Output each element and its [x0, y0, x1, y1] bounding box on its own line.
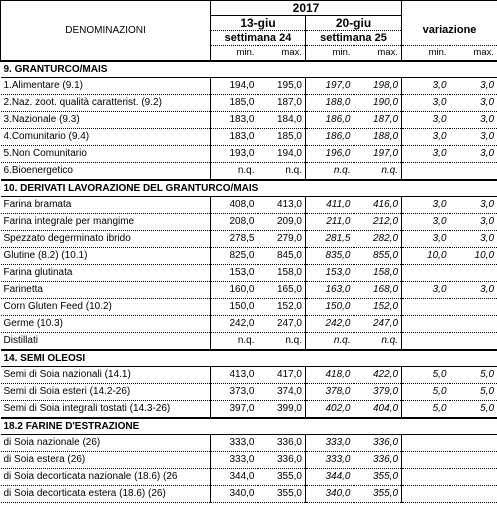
- var-min-cell: 3,0: [402, 95, 450, 112]
- prev-min-cell: 413,0: [211, 367, 258, 384]
- table-row: [1, 401, 497, 419]
- curr-min-cell: 153,0: [306, 265, 354, 282]
- curr-min-cell: 333,0: [306, 452, 354, 469]
- prev-min-cell: 183,0: [211, 129, 258, 146]
- curr-max-cell: 336,0: [354, 435, 402, 452]
- var-max-cell: 10,0: [450, 248, 497, 265]
- curr-max-cell: 379,0: [354, 384, 402, 401]
- prev-min-cell: 397,0: [211, 401, 258, 419]
- var-max-cell: [450, 265, 497, 282]
- prev-max-cell: 152,0: [258, 299, 306, 316]
- curr-min-cell: n.q.: [306, 163, 354, 181]
- prev-max-cell: 279,0: [258, 231, 306, 248]
- prev-min-cell: 193,0: [211, 146, 258, 163]
- var-max-cell: 5,0: [450, 401, 497, 419]
- row-name: Corn Gluten Feed (10.2): [1, 299, 211, 316]
- var-min-cell: 3,0: [402, 129, 450, 146]
- prev-min-cell: 344,0: [211, 469, 258, 486]
- week2-header: settimana 25: [306, 31, 402, 46]
- curr-min-cell: 411,0: [306, 197, 354, 214]
- prev-max-cell: 336,0: [258, 435, 306, 452]
- curr-min-cell: 333,0: [306, 435, 354, 452]
- var-max-cell: 3,0: [450, 231, 497, 248]
- section-header: [1, 180, 497, 197]
- curr-max-cell: 416,0: [354, 197, 402, 214]
- prev-max-cell: 355,0: [258, 486, 306, 503]
- prev-min-cell: 160,0: [211, 282, 258, 299]
- prev-max-cell: 399,0: [258, 401, 306, 419]
- prev-max-cell: 158,0: [258, 265, 306, 282]
- var-max-cell: 3,0: [450, 282, 497, 299]
- section-title: 18.2 FARINE D'ESTRAZIONE: [1, 418, 497, 435]
- curr-max-cell: 355,0: [354, 486, 402, 503]
- curr-max-cell: 168,0: [354, 282, 402, 299]
- prev-min-cell: n.q.: [211, 163, 258, 181]
- curr-max-cell: 188,0: [354, 129, 402, 146]
- min-header: min.: [211, 46, 258, 62]
- row-name: Farina integrale per mangime: [1, 214, 211, 231]
- row-name: di Soia decorticata nazionale (18.6) (26: [1, 469, 211, 486]
- var-max-cell: [450, 316, 497, 333]
- section-header: [1, 350, 497, 367]
- min-header: min.: [402, 46, 450, 62]
- curr-max-cell: 422,0: [354, 367, 402, 384]
- var-max-cell: 5,0: [450, 367, 497, 384]
- table-row: [1, 78, 497, 95]
- row-name: 6.Bioenergetico: [1, 163, 211, 181]
- prev-max-cell: 185,0: [258, 129, 306, 146]
- var-min-cell: 5,0: [402, 384, 450, 401]
- row-name: di Soia decorticata estera (18.6) (26): [1, 486, 211, 503]
- row-name: Semi di Soia esteri (14.2-26): [1, 384, 211, 401]
- variazione-header: variazione: [402, 16, 497, 46]
- var-min-cell: 3,0: [402, 197, 450, 214]
- var-max-cell: [450, 299, 497, 316]
- table-row: [1, 282, 497, 299]
- row-name: di Soia nazionale (26): [1, 435, 211, 452]
- row-name: Farina glutinata: [1, 265, 211, 282]
- prev-max-cell: 209,0: [258, 214, 306, 231]
- row-name: Semi di Soia integrali tostati (14.3-26): [1, 401, 211, 419]
- row-name: Semi di Soia nazionali (14.1): [1, 367, 211, 384]
- prev-max-cell: 184,0: [258, 112, 306, 129]
- prev-min-cell: 183,0: [211, 112, 258, 129]
- row-name: di Soia estera (26): [1, 452, 211, 469]
- row-name: 4.Comunitario (9.4): [1, 129, 211, 146]
- curr-max-cell: 158,0: [354, 265, 402, 282]
- var-min-cell: [402, 265, 450, 282]
- curr-max-cell: 282,0: [354, 231, 402, 248]
- var-max-cell: [450, 486, 497, 503]
- curr-max-cell: 212,0: [354, 214, 402, 231]
- var-max-cell: [450, 435, 497, 452]
- prev-min-cell: 333,0: [211, 452, 258, 469]
- var-min-cell: [402, 486, 450, 503]
- prev-min-cell: 373,0: [211, 384, 258, 401]
- var-max-cell: 3,0: [450, 78, 497, 95]
- date1-header: 13-giu: [211, 16, 306, 31]
- table-row: [1, 435, 497, 452]
- curr-max-cell: 336,0: [354, 452, 402, 469]
- row-name: Farinetta: [1, 282, 211, 299]
- prev-min-cell: 340,0: [211, 486, 258, 503]
- var-min-cell: [402, 333, 450, 351]
- table-body: [1, 61, 497, 503]
- table-row: [1, 231, 497, 248]
- table-row: [1, 146, 497, 163]
- curr-max-cell: 187,0: [354, 112, 402, 129]
- curr-min-cell: 197,0: [306, 78, 354, 95]
- prev-min-cell: 150,0: [211, 299, 258, 316]
- var-max-cell: 3,0: [450, 112, 497, 129]
- table-row: [1, 452, 497, 469]
- section-title: 14. SEMI OLEOSI: [1, 350, 497, 367]
- curr-max-cell: 190,0: [354, 95, 402, 112]
- prev-min-cell: n.q.: [211, 333, 258, 351]
- row-name: Farina bramata: [1, 197, 211, 214]
- row-name: Glutine (8.2) (10.1): [1, 248, 211, 265]
- prev-max-cell: 355,0: [258, 469, 306, 486]
- row-name: Germe (10.3): [1, 316, 211, 333]
- var-min-cell: [402, 452, 450, 469]
- min-header: min.: [306, 46, 354, 62]
- var-min-cell: 3,0: [402, 282, 450, 299]
- var-max-cell: 3,0: [450, 95, 497, 112]
- prev-min-cell: 153,0: [211, 265, 258, 282]
- curr-min-cell: 211,0: [306, 214, 354, 231]
- prev-max-cell: 195,0: [258, 78, 306, 95]
- prev-max-cell: 336,0: [258, 452, 306, 469]
- section-header: [1, 418, 497, 435]
- denominazioni-header: DENOMINAZIONI: [1, 1, 211, 62]
- table-row: [1, 197, 497, 214]
- var-max-cell: 5,0: [450, 384, 497, 401]
- prev-max-cell: n.q.: [258, 163, 306, 181]
- curr-min-cell: 418,0: [306, 367, 354, 384]
- prev-min-cell: 278,5: [211, 231, 258, 248]
- table-row: [1, 299, 497, 316]
- var-max-cell: [450, 163, 497, 181]
- prev-max-cell: 187,0: [258, 95, 306, 112]
- curr-min-cell: 196,0: [306, 146, 354, 163]
- table-row: [1, 316, 497, 333]
- table-row: [1, 163, 497, 181]
- curr-max-cell: n.q.: [354, 333, 402, 351]
- var-min-cell: 10,0: [402, 248, 450, 265]
- prev-max-cell: 165,0: [258, 282, 306, 299]
- var-max-cell: [450, 469, 497, 486]
- var-min-cell: [402, 469, 450, 486]
- max-header: max.: [354, 46, 402, 62]
- table-row: [1, 486, 497, 503]
- table-row: [1, 333, 497, 351]
- curr-min-cell: 835,0: [306, 248, 354, 265]
- row-name: Distillati: [1, 333, 211, 351]
- var-max-cell: 3,0: [450, 146, 497, 163]
- var-min-cell: 3,0: [402, 78, 450, 95]
- curr-min-cell: 344,0: [306, 469, 354, 486]
- var-max-cell: 3,0: [450, 197, 497, 214]
- table-row: [1, 469, 497, 486]
- prev-min-cell: 208,0: [211, 214, 258, 231]
- row-name: 5.Non Comunitario: [1, 146, 211, 163]
- prev-max-cell: 845,0: [258, 248, 306, 265]
- prev-max-cell: 194,0: [258, 146, 306, 163]
- curr-min-cell: 186,0: [306, 112, 354, 129]
- prev-min-cell: 825,0: [211, 248, 258, 265]
- var-min-cell: 3,0: [402, 112, 450, 129]
- table-header: [1, 1, 497, 62]
- prev-min-cell: 408,0: [211, 197, 258, 214]
- section-title: 10. DERIVATI LAVORAZIONE DEL GRANTURCO/MAIS: [1, 180, 497, 197]
- prev-min-cell: 194,0: [211, 78, 258, 95]
- row-name: Spezzato degerminato ibrido: [1, 231, 211, 248]
- table-row: [1, 95, 497, 112]
- curr-min-cell: 340,0: [306, 486, 354, 503]
- prev-max-cell: 417,0: [258, 367, 306, 384]
- date2-header: 20-giu: [335, 16, 372, 30]
- var-min-cell: 5,0: [402, 401, 450, 419]
- row-name: 2.Naz. zoot. qualità caratterist. (9.2): [1, 95, 211, 112]
- var-min-cell: [402, 316, 450, 333]
- curr-max-cell: n.q.: [354, 163, 402, 181]
- table-row: [1, 367, 497, 384]
- row-name: 3.Nazionale (9.3): [1, 112, 211, 129]
- curr-min-cell: 186,0: [306, 129, 354, 146]
- section-header: [1, 61, 497, 78]
- prev-min-cell: 333,0: [211, 435, 258, 452]
- curr-min-cell: 150,0: [306, 299, 354, 316]
- curr-max-cell: 247,0: [354, 316, 402, 333]
- var-max-cell: [450, 452, 497, 469]
- year-header: 2017: [211, 1, 402, 16]
- section-title: 9. GRANTURCO/MAIS: [1, 61, 497, 78]
- week1-header: settimana 24: [211, 31, 306, 46]
- var-min-cell: 3,0: [402, 231, 450, 248]
- curr-min-cell: 281,5: [306, 231, 354, 248]
- prev-min-cell: 242,0: [211, 316, 258, 333]
- curr-min-cell: 378,0: [306, 384, 354, 401]
- max-header: max.: [258, 46, 306, 62]
- var-max-cell: 3,0: [450, 129, 497, 146]
- curr-min-cell: n.q.: [306, 333, 354, 351]
- curr-min-cell: 163,0: [306, 282, 354, 299]
- prev-max-cell: 413,0: [258, 197, 306, 214]
- var-min-cell: 5,0: [402, 367, 450, 384]
- row-name: 1.Alimentare (9.1): [1, 78, 211, 95]
- max-header: max.: [450, 46, 497, 62]
- prev-max-cell: n.q.: [258, 333, 306, 351]
- var-max-cell: [450, 333, 497, 351]
- var-min-cell: [402, 299, 450, 316]
- table-row: [1, 214, 497, 231]
- curr-min-cell: 402,0: [306, 401, 354, 419]
- curr-max-cell: 152,0: [354, 299, 402, 316]
- prev-max-cell: 374,0: [258, 384, 306, 401]
- curr-min-cell: 242,0: [306, 316, 354, 333]
- table-row: [1, 112, 497, 129]
- table-row: [1, 129, 497, 146]
- curr-min-cell: 188,0: [306, 95, 354, 112]
- var-min-cell: 3,0: [402, 214, 450, 231]
- var-min-cell: [402, 435, 450, 452]
- curr-max-cell: 198,0: [354, 78, 402, 95]
- curr-max-cell: 197,0: [354, 146, 402, 163]
- table-row: [1, 265, 497, 282]
- var-min-cell: [402, 163, 450, 181]
- prev-min-cell: 185,0: [211, 95, 258, 112]
- curr-max-cell: 355,0: [354, 469, 402, 486]
- table-row: [1, 248, 497, 265]
- table-row: [1, 384, 497, 401]
- prev-max-cell: 247,0: [258, 316, 306, 333]
- var-max-cell: 3,0: [450, 214, 497, 231]
- curr-max-cell: 855,0: [354, 248, 402, 265]
- var-min-cell: 3,0: [402, 146, 450, 163]
- curr-max-cell: 404,0: [354, 401, 402, 419]
